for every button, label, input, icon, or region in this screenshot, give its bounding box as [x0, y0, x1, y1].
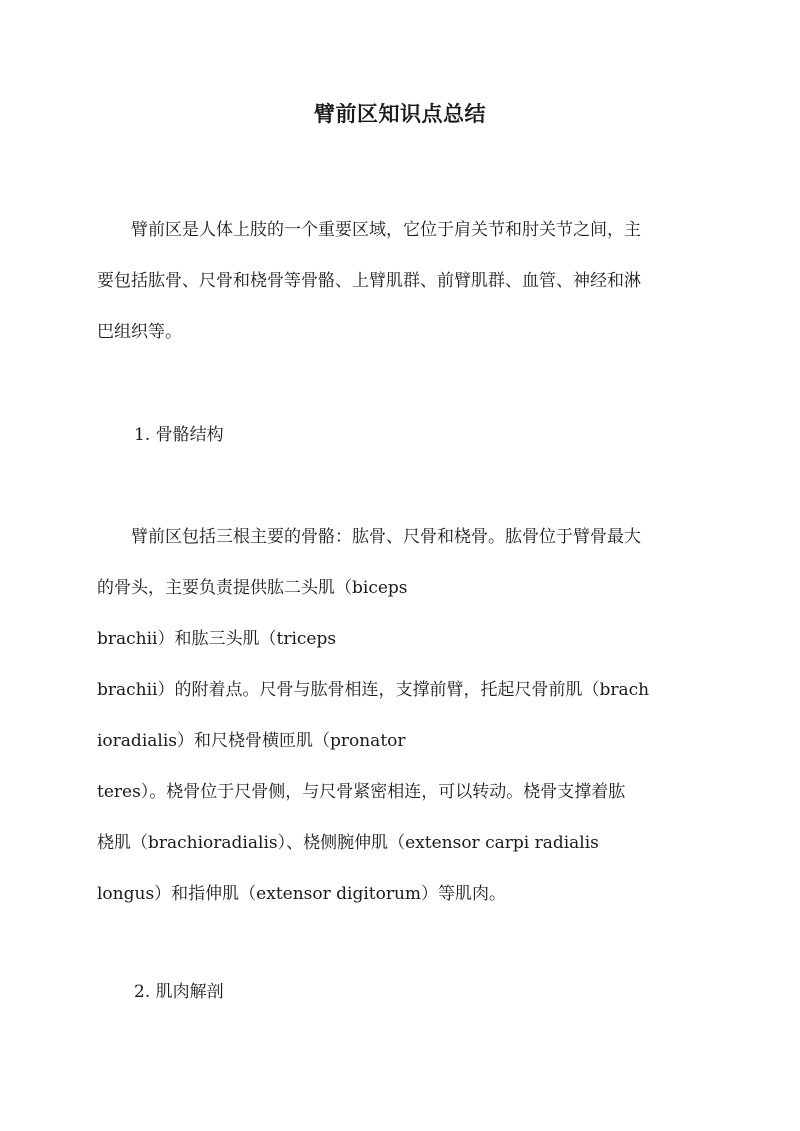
text-line: 的骨头，主要负责提供肱二头肌（biceps — [97, 578, 408, 598]
text-line: brachii）的附着点。尺骨与肱骨相连，支撑前臂，托起尺骨前肌（brach — [97, 680, 650, 700]
text-line: 臂前区包括三根主要的骨骼：肱骨、尺骨和桡骨。肱骨位于臂骨最大 — [97, 527, 641, 547]
text-line: 臂前区是人体上肢的一个重要区域，它位于肩关节和肘关节之间，主 — [97, 220, 641, 240]
text-line: ioradialis）和尺桡骨横匝肌（pronator — [97, 731, 406, 751]
text-line: 巴组织等。 — [97, 322, 182, 342]
section-heading-bone-structure — [134, 410, 534, 461]
bone-structure-paragraph — [97, 512, 703, 920]
section-heading-text: 2. 肌肉解剖 — [134, 982, 224, 1002]
text-line: 桡肌（brachioradialis）、桡侧腕伸肌（extensor carpi radialis — [97, 833, 599, 853]
text-line: 要包括肱骨、尺骨和桡骨等骨骼、上臂肌群、前臂肌群、血管、神经和淋 — [97, 271, 641, 291]
text-line: teres）。桡骨位于尺骨侧，与尺骨紧密相连，可以转动。桡骨支撑着肱 — [97, 782, 626, 802]
text-line: brachii）和肱三头肌（triceps — [97, 629, 337, 649]
intro-paragraph — [97, 205, 703, 358]
section-heading-text: 1. 骨骼结构 — [134, 425, 224, 445]
page-title: 臂前区知识点总结 — [314, 101, 486, 126]
text-line: longus）和指伸肌（extensor digitorum）等肌肉。 — [97, 884, 507, 904]
section-heading-muscle-anatomy — [134, 967, 534, 1018]
